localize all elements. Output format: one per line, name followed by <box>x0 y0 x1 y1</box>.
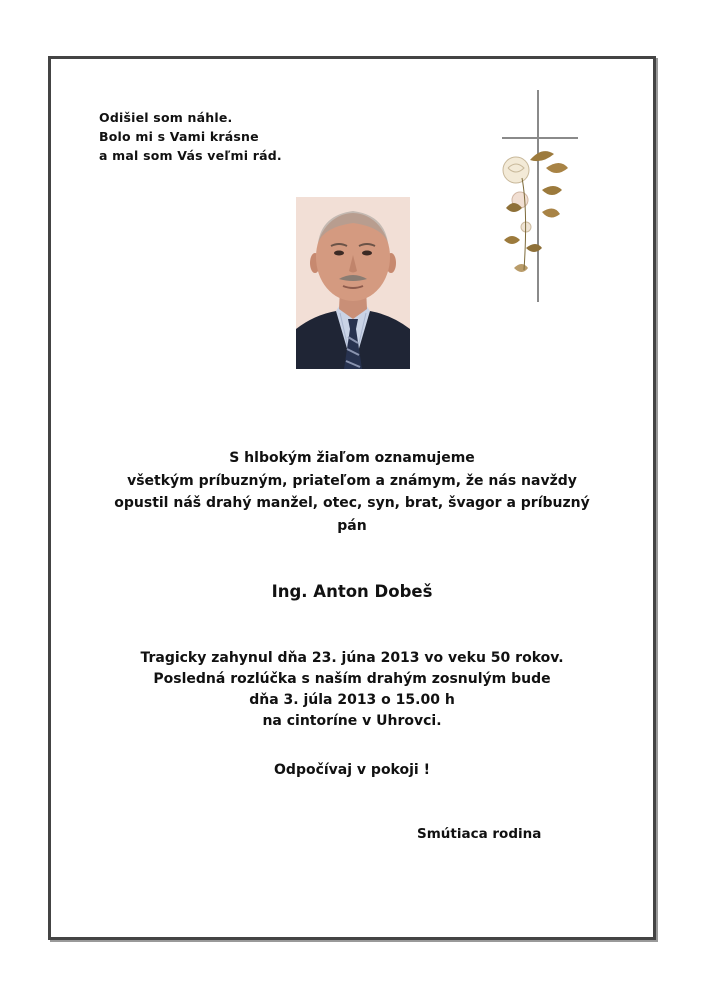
announcement-line: opustil náš drahý manžel, otec, syn, brat, švagor a príbuzný <box>114 495 590 511</box>
opening-verse <box>99 108 282 165</box>
cross-with-roses-icon <box>496 90 586 305</box>
verse-line: Odišiel som náhle. <box>99 110 233 125</box>
rest-in-peace-text: Odpočívaj v pokoji ! <box>274 762 430 778</box>
announcement-line: S hlbokým žiaľom oznamujeme <box>229 450 475 466</box>
details-line: Tragicky zahynul dňa 23. júna 2013 vo veku 50 rokov. <box>140 650 564 666</box>
portrait-photo <box>296 197 410 369</box>
verse-line: a mal som Vás veľmi rád. <box>99 148 282 163</box>
verse-line: Bolo mi s Vami krásne <box>99 129 259 144</box>
details-line: Posledná rozlúčka s naším drahým zosnulým bude <box>153 671 551 687</box>
announcement-line: pán <box>337 517 367 534</box>
deceased-name: Ing. Anton Dobeš <box>271 582 433 601</box>
announcement-text <box>51 447 653 537</box>
funeral-details <box>51 648 653 732</box>
details-line: na cintoríne v Uhrovci. <box>262 713 442 729</box>
details-line: dňa 3. júla 2013 o 15.00 h <box>249 692 455 708</box>
signoff-text: Smútiaca rodina <box>417 826 542 842</box>
announcement-line: všetkým príbuzným, priateľom a známym, že nás navždy <box>127 472 577 489</box>
